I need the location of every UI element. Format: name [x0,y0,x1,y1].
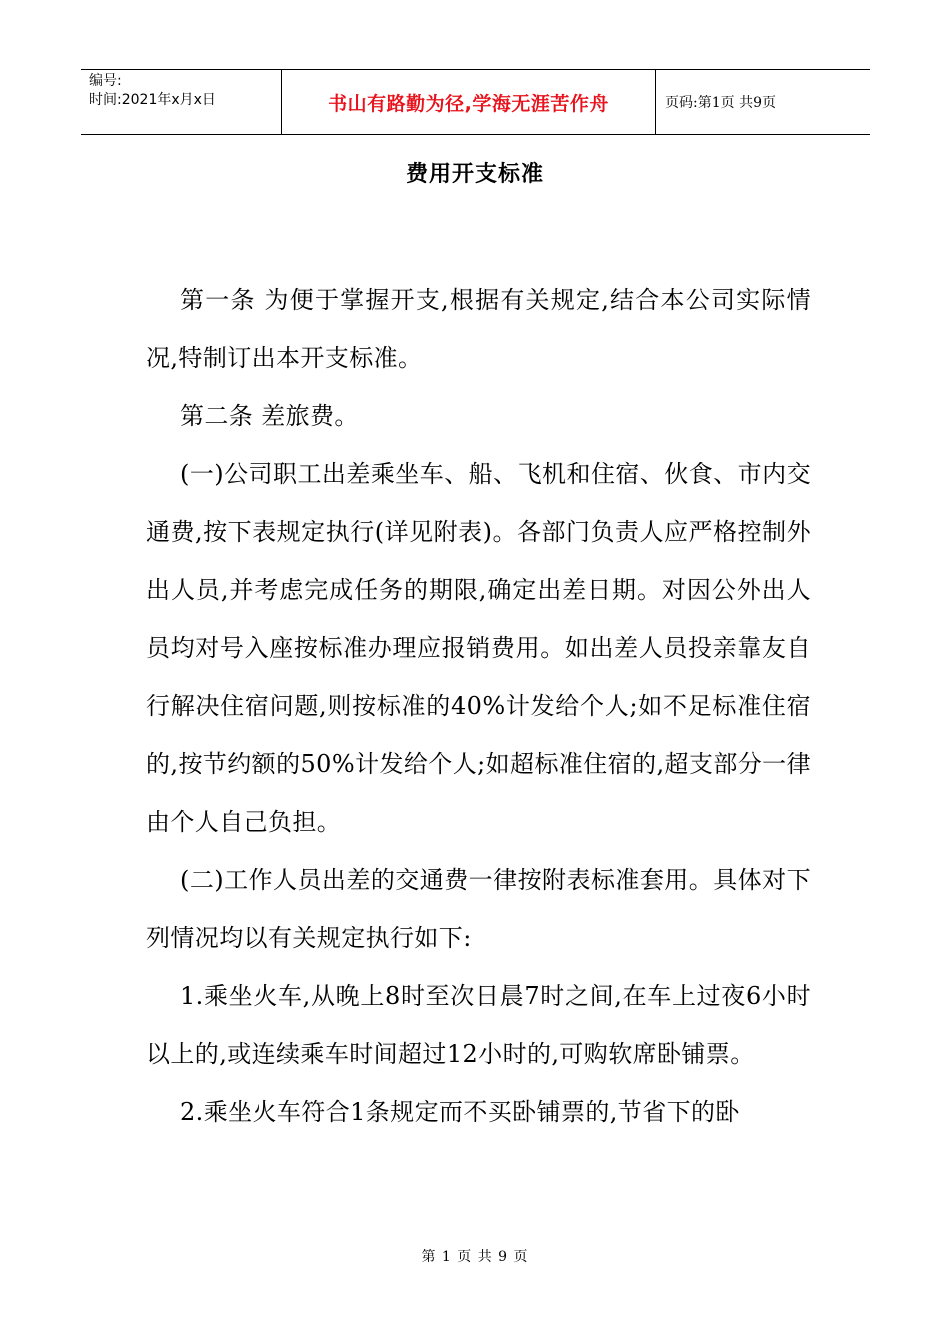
date-label: 时间:2021年x月x日 [89,92,216,108]
page-footer: 第 1 页 共 9 页 [421,1249,529,1265]
document-title: 费用开支标准 [405,162,544,187]
paragraph-article-1: 第一条 为便于掌握开支,根据有关规定,结合本公司实际情况,特制订出本开支标准。 [146,286,811,372]
document-header [81,69,870,135]
header-page-info: 页码:第1页 共9页 [665,95,776,111]
paragraph-item-1: 1.乘坐火车,从晚上8时至次日晨7时之间,在车上过夜6小时以上的,或连续乘车时间超过12小时的,可购软席卧铺票。 [146,982,811,1068]
header-meta [81,70,282,134]
paragraph-clause-2: (二)工作人员出差的交通费一律按附表标准套用。具体对下列情况均以有关规定执行如下: [146,866,811,952]
paragraph-item-2: 2.乘坐火车符合1条规定而不买卧铺票的,节省下的卧 [180,1098,740,1126]
number-label: 编号: [89,73,122,89]
paragraph-article-2: 第二条 差旅费。 [180,402,359,430]
paragraph-clause-1: (一)公司职工出差乘坐车、船、飞机和住宿、伙食、市内交通费,按下表规定执行(详见附表)。各部门负责人应严格控制外出人员,并考虑完成任务的期限,确定出差日期。对因公外出人员均对号入座按标准办理应报销费用。如出差人员投亲靠友自行解决住宿问题,则按标准的40%计发给个人;如不足标准住宿的,按节约额的50%计发给个人;如超标准住宿的,超支部分一律由个人自己负担。 [146,460,811,836]
document-body [146,271,811,1141]
header-motto: 书山有路勤为径,学海无涯苦作舟 [282,70,656,134]
